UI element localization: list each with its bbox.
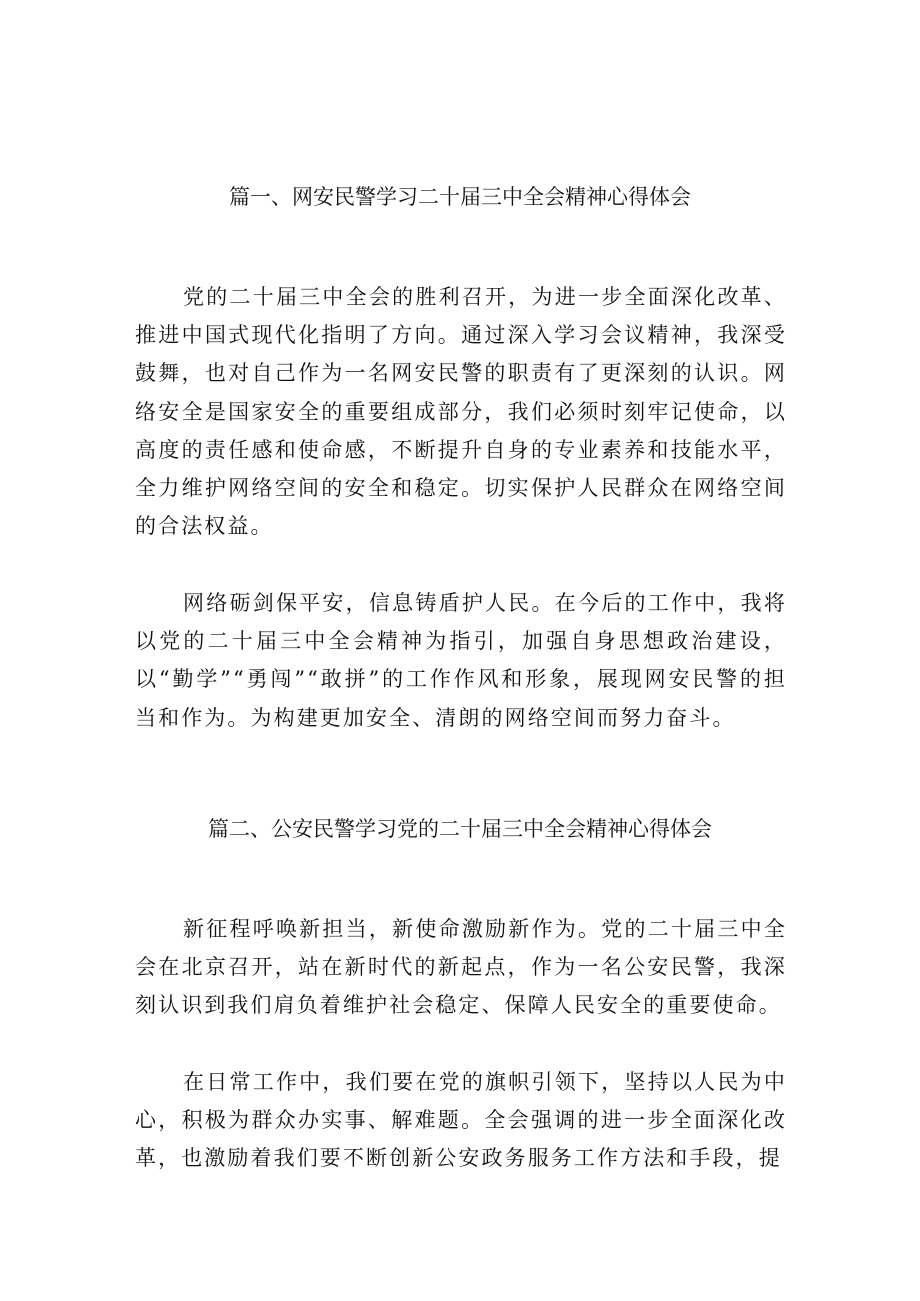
section-1-title: 篇一、网安民警学习二十届三中全会精神心得体会 [229, 185, 691, 209]
section-2-title: 篇二、公安民警学习党的二十届三中全会精神心得体会 [208, 817, 712, 841]
section-2-paragraph-2: 在日常工作中，我们要在党的旗帜引领下，坚持以人民为中心，积极为群众办实事、解难题。全会强调的进一步全面深化改革，也激励着我们要不断创新公安政务服务工作方法和手段，提 [135, 1070, 787, 1171]
section-2-paragraph-1: 新征程呼唤新担当，新使命激励新作为。党的二十届三中全会在北京召开，站在新时代的新起点，作为一名公安民警，我深刻认识到我们肩负着维护社会稳定、保障人民安全的重要使命。 [135, 917, 787, 1018]
section-1-paragraph-2: 网络砺剑保平安，信息铸盾护人民。在今后的工作中，我将以党的二十届三中全会精神为指引，加强自身思想政治建设，以“勤学”“勇闯”“敢拼”的工作作风和形象，展现网安民警的担当和作为。为构建更加安全、清朗的网络空间而努力奋斗。 [135, 591, 787, 730]
section-1-paragraph-1: 党的二十届三中全会的胜利召开，为进一步全面深化改革、推进中国式现代化指明了方向。通过深入学习会议精神，我深受鼓舞，也对自己作为一名网安民警的职责有了更深刻的认识。网络安全是国家安全的重要组成部分，我们必须时刻牢记使命，以高度的责任感和使命感，不断提升自身的专业素养和技能水平，全力维护网络空间的安全和稳定。切实保护人民群众在网络空间的合法权益。 [135, 285, 787, 539]
